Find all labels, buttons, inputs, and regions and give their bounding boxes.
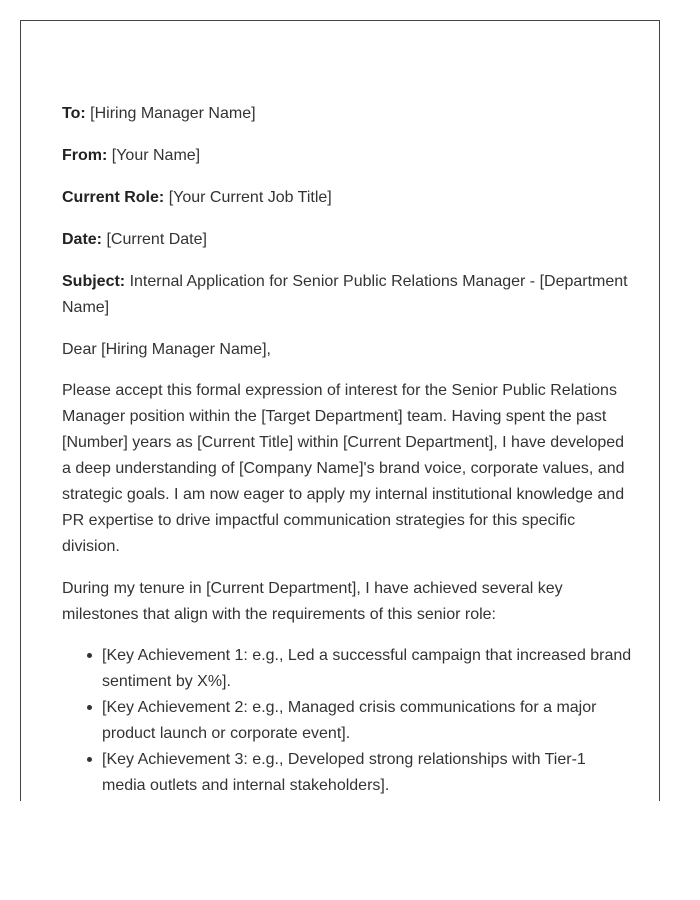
date-label: Date:	[62, 231, 103, 248]
current-role-line	[62, 185, 632, 211]
list-item	[102, 643, 632, 695]
bullet-icon	[87, 653, 92, 658]
to-value: [Hiring Manager Name]	[90, 105, 256, 122]
salutation: Dear [Hiring Manager Name],	[62, 341, 271, 358]
subject-line	[62, 269, 632, 321]
letter-content	[62, 101, 632, 799]
list-item	[102, 747, 632, 799]
achievement-text: [Key Achievement 1: e.g., Led a successful campaign that increased brand sentiment by X%].	[102, 647, 632, 690]
date-value: [Current Date]	[106, 231, 207, 248]
current-role-label: Current Role:	[62, 189, 165, 206]
to-line	[62, 101, 632, 127]
list-item	[102, 695, 632, 747]
from-line	[62, 143, 632, 169]
achievement-text: [Key Achievement 2: e.g., Managed crisis communications for a major product launch or corporate event].	[102, 699, 597, 742]
from-value: [Your Name]	[111, 147, 201, 164]
bullet-icon	[87, 705, 92, 710]
body-paragraph-1: Please accept this formal expression of interest for the Senior Public Relations Manager position within the [Target Department] team. Having spent the past [Number] years as [Current Title] within [Current Department], I have developed a deep understanding of [Company Name]'s brand voice, corporate values, and strategic goals. I am now eager to apply my internal institutional knowledge and PR expertise to drive impactful communication strategies for this specific division.	[62, 382, 625, 555]
from-label: From:	[62, 147, 108, 164]
letter-page	[20, 20, 660, 801]
subject-value: Internal Application for Senior Public Relations Manager - [Department Name]	[62, 273, 628, 316]
current-role-value: [Your Current Job Title]	[168, 189, 332, 206]
achievement-text: [Key Achievement 3: e.g., Developed strong relationships with Tier-1 media outlets and internal stakeholders].	[102, 751, 586, 794]
date-line	[62, 227, 632, 253]
to-label: To:	[62, 105, 86, 122]
body-paragraph-2: During my tenure in [Current Department], I have achieved several key milestones that align with the requirements of this senior role:	[62, 580, 563, 623]
achievements-list	[62, 643, 632, 799]
bullet-icon	[87, 757, 92, 762]
subject-label: Subject:	[62, 273, 126, 290]
